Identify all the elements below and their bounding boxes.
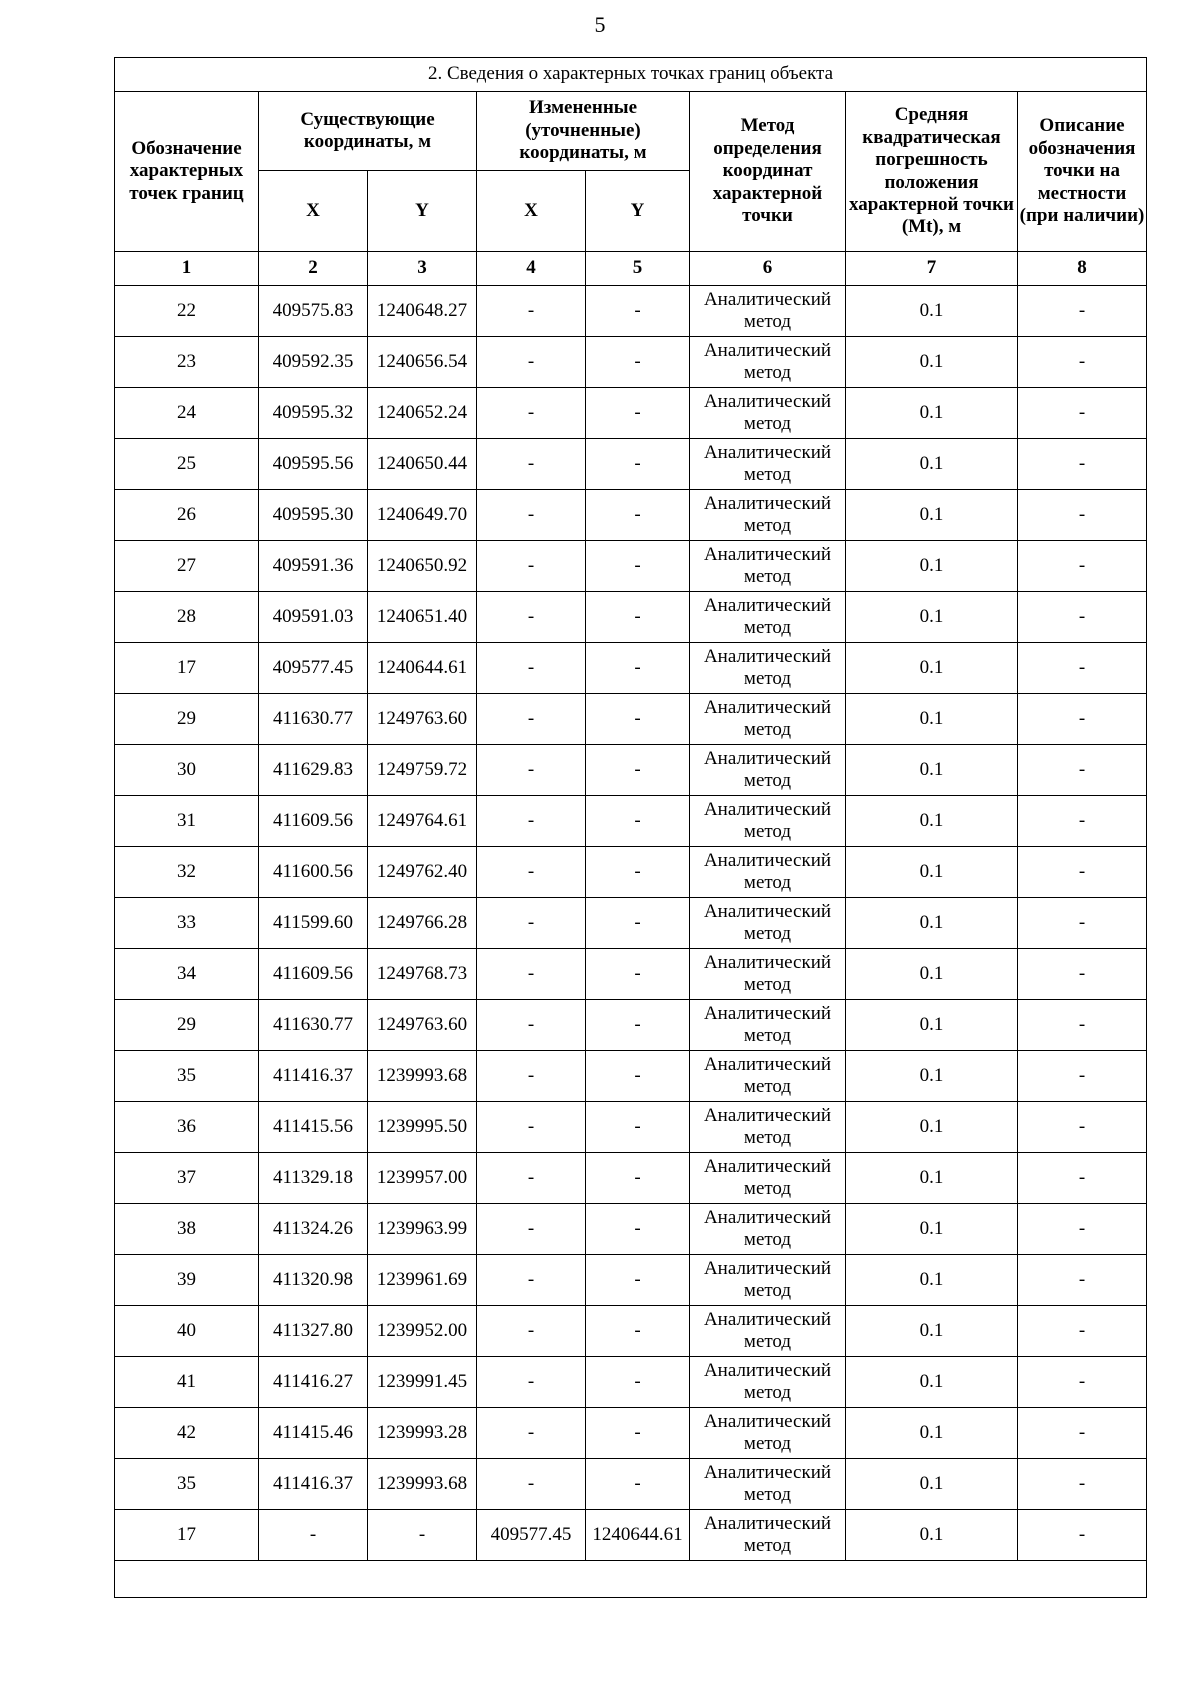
method-line-2: метод: [743, 362, 792, 383]
changed-y-cell: -: [586, 388, 690, 439]
mean-error-cell: 0.1: [846, 541, 1018, 592]
point-cell: 26: [115, 490, 259, 541]
description-cell: -: [1018, 1306, 1147, 1357]
mean-error-cell: 0.1: [846, 1255, 1018, 1306]
table-row: [115, 1357, 1147, 1408]
description-cell: -: [1018, 439, 1147, 490]
table-row: [115, 1000, 1147, 1051]
existing-x-cell: 409577.45: [259, 643, 368, 694]
changed-x-cell: -: [477, 592, 586, 643]
method-cell: [690, 1000, 846, 1051]
method-line-2: метод: [743, 1229, 792, 1250]
existing-x-cell: 411415.46: [259, 1408, 368, 1459]
existing-y-cell: 1249762.40: [368, 847, 477, 898]
mean-error-cell: 0.1: [846, 1510, 1018, 1561]
existing-x-cell: 409592.35: [259, 337, 368, 388]
header-changed-x: X: [477, 171, 586, 252]
table-row: [115, 949, 1147, 1000]
existing-x-cell: 411630.77: [259, 694, 368, 745]
method-line-1: Аналитический: [703, 696, 832, 718]
method-line-1: Аналитический: [703, 1359, 832, 1381]
column-number: 2: [259, 252, 368, 286]
existing-y-cell: 1240650.92: [368, 541, 477, 592]
table-row: [115, 592, 1147, 643]
method-line-1: Аналитический: [703, 390, 832, 412]
existing-y-cell: 1239991.45: [368, 1357, 477, 1408]
changed-y-cell: -: [586, 286, 690, 337]
table-row: [115, 490, 1147, 541]
mean-error-cell: 0.1: [846, 490, 1018, 541]
point-cell: 28: [115, 592, 259, 643]
description-cell: -: [1018, 898, 1147, 949]
method-cell: [690, 898, 846, 949]
changed-x-cell: -: [477, 847, 586, 898]
existing-x-cell: 411600.56: [259, 847, 368, 898]
method-line-1: Аналитический: [703, 645, 832, 667]
header-changed-coords: Измененные (уточненные) координаты, м: [477, 92, 690, 171]
point-cell: 17: [115, 643, 259, 694]
existing-x-cell: 411415.56: [259, 1102, 368, 1153]
changed-x-cell: -: [477, 796, 586, 847]
changed-x-cell: -: [477, 643, 586, 694]
description-cell: -: [1018, 388, 1147, 439]
method-line-2: метод: [743, 1178, 792, 1199]
existing-x-cell: 411320.98: [259, 1255, 368, 1306]
method-line-2: метод: [743, 464, 792, 485]
changed-x-cell: -: [477, 439, 586, 490]
method-cell: [690, 1051, 846, 1102]
point-cell: 40: [115, 1306, 259, 1357]
existing-y-cell: 1240652.24: [368, 388, 477, 439]
mean-error-cell: 0.1: [846, 337, 1018, 388]
existing-y-cell: 1239993.28: [368, 1408, 477, 1459]
existing-y-cell: 1249764.61: [368, 796, 477, 847]
mean-error-cell: 0.1: [846, 847, 1018, 898]
header-method: Метод определения координат характерной точки: [690, 92, 846, 252]
boundary-points-table: [114, 57, 1147, 1598]
existing-x-cell: 411416.37: [259, 1051, 368, 1102]
existing-y-cell: 1239993.68: [368, 1051, 477, 1102]
point-cell: 41: [115, 1357, 259, 1408]
table-row: [115, 286, 1147, 337]
method-line-2: метод: [743, 923, 792, 944]
existing-x-cell: 409575.83: [259, 286, 368, 337]
point-cell: 35: [115, 1459, 259, 1510]
changed-y-cell: -: [586, 490, 690, 541]
header-point-designation: Обозначение характерных точек границ: [115, 92, 259, 252]
method-line-1: Аналитический: [703, 1206, 832, 1228]
existing-x-cell: 411416.37: [259, 1459, 368, 1510]
method-line-1: Аналитический: [703, 1104, 832, 1126]
existing-y-cell: 1249763.60: [368, 1000, 477, 1051]
method-line-1: Аналитический: [703, 900, 832, 922]
table-row: [115, 796, 1147, 847]
changed-x-cell: -: [477, 388, 586, 439]
column-number: 5: [586, 252, 690, 286]
existing-y-cell: 1239995.50: [368, 1102, 477, 1153]
mean-error-cell: 0.1: [846, 643, 1018, 694]
changed-y-cell: -: [586, 592, 690, 643]
method-line-2: метод: [743, 719, 792, 740]
existing-y-cell: 1239963.99: [368, 1204, 477, 1255]
changed-x-cell: -: [477, 490, 586, 541]
existing-y-cell: 1239957.00: [368, 1153, 477, 1204]
changed-y-cell: -: [586, 1051, 690, 1102]
method-line-1: Аналитический: [703, 1410, 832, 1432]
existing-x-cell: 411329.18: [259, 1153, 368, 1204]
description-cell: -: [1018, 796, 1147, 847]
mean-error-cell: 0.1: [846, 1153, 1018, 1204]
method-cell: [690, 949, 846, 1000]
description-cell: -: [1018, 949, 1147, 1000]
changed-y-cell: -: [586, 1204, 690, 1255]
method-cell: [690, 388, 846, 439]
method-line-2: метод: [743, 566, 792, 587]
table-row: [115, 1153, 1147, 1204]
header-changed-y: Y: [586, 171, 690, 252]
mean-error-cell: 0.1: [846, 1306, 1018, 1357]
column-number: 1: [115, 252, 259, 286]
changed-x-cell: -: [477, 1255, 586, 1306]
existing-x-cell: 411630.77: [259, 1000, 368, 1051]
existing-y-cell: 1240651.40: [368, 592, 477, 643]
table-row: [115, 1306, 1147, 1357]
changed-y-cell: -: [586, 796, 690, 847]
description-cell: -: [1018, 1000, 1147, 1051]
method-cell: [690, 1255, 846, 1306]
method-line-2: метод: [743, 1076, 792, 1097]
changed-y-cell: -: [586, 1357, 690, 1408]
point-cell: 30: [115, 745, 259, 796]
method-cell: [690, 643, 846, 694]
existing-x-cell: 411599.60: [259, 898, 368, 949]
method-line-2: метод: [743, 1484, 792, 1505]
existing-x-cell: 411327.80: [259, 1306, 368, 1357]
method-line-1: Аналитический: [703, 543, 832, 565]
table-row: [115, 898, 1147, 949]
column-number: 4: [477, 252, 586, 286]
table-row: [115, 1051, 1147, 1102]
changed-x-cell: -: [477, 745, 586, 796]
existing-y-cell: 1239952.00: [368, 1306, 477, 1357]
mean-error-cell: 0.1: [846, 1357, 1018, 1408]
point-cell: 35: [115, 1051, 259, 1102]
method-cell: [690, 847, 846, 898]
existing-x-cell: 409595.30: [259, 490, 368, 541]
changed-y-cell: -: [586, 1000, 690, 1051]
description-cell: -: [1018, 643, 1147, 694]
method-line-1: Аналитический: [703, 1155, 832, 1177]
column-number: 6: [690, 252, 846, 286]
point-cell: 33: [115, 898, 259, 949]
mean-error-cell: 0.1: [846, 949, 1018, 1000]
method-cell: [690, 1510, 846, 1561]
changed-y-cell: -: [586, 949, 690, 1000]
method-cell: [690, 745, 846, 796]
point-cell: 39: [115, 1255, 259, 1306]
table-row: [115, 1459, 1147, 1510]
table-row: [115, 541, 1147, 592]
method-cell: [690, 1306, 846, 1357]
method-line-1: Аналитический: [703, 288, 832, 310]
description-cell: -: [1018, 1459, 1147, 1510]
method-line-1: Аналитический: [703, 1308, 832, 1330]
method-line-1: Аналитический: [703, 849, 832, 871]
method-cell: [690, 490, 846, 541]
page-number: 5: [594, 12, 606, 37]
description-cell: -: [1018, 745, 1147, 796]
mean-error-cell: 0.1: [846, 1204, 1018, 1255]
method-cell: [690, 796, 846, 847]
changed-y-cell: -: [586, 1408, 690, 1459]
point-cell: 25: [115, 439, 259, 490]
header-existing-coords: Существующие координаты, м: [259, 92, 477, 171]
existing-y-cell: 1240656.54: [368, 337, 477, 388]
mean-error-cell: 0.1: [846, 745, 1018, 796]
method-line-2: метод: [743, 1535, 792, 1556]
changed-y-cell: 1240644.61: [586, 1510, 690, 1561]
point-cell: 27: [115, 541, 259, 592]
mean-error-cell: 0.1: [846, 1459, 1018, 1510]
mean-error-cell: 0.1: [846, 1051, 1018, 1102]
table-row: [115, 694, 1147, 745]
existing-y-cell: 1249763.60: [368, 694, 477, 745]
description-cell: -: [1018, 1357, 1147, 1408]
existing-y-cell: 1249759.72: [368, 745, 477, 796]
changed-x-cell: -: [477, 1102, 586, 1153]
mean-error-cell: 0.1: [846, 388, 1018, 439]
mean-error-cell: 0.1: [846, 898, 1018, 949]
changed-y-cell: -: [586, 1459, 690, 1510]
table-row: [115, 1408, 1147, 1459]
existing-x-cell: -: [259, 1510, 368, 1561]
table-row: [115, 745, 1147, 796]
method-line-2: метод: [743, 1331, 792, 1352]
existing-y-cell: 1239961.69: [368, 1255, 477, 1306]
method-line-2: метод: [743, 413, 792, 434]
table-body: [115, 286, 1147, 1561]
table-row: [115, 1510, 1147, 1561]
header-existing-x: X: [259, 171, 368, 252]
column-number: 8: [1018, 252, 1147, 286]
method-line-2: метод: [743, 617, 792, 638]
description-cell: -: [1018, 1051, 1147, 1102]
point-cell: 24: [115, 388, 259, 439]
description-cell: -: [1018, 286, 1147, 337]
existing-x-cell: 409591.03: [259, 592, 368, 643]
changed-y-cell: -: [586, 847, 690, 898]
existing-y-cell: 1240649.70: [368, 490, 477, 541]
method-line-1: Аналитический: [703, 1053, 832, 1075]
changed-x-cell: -: [477, 1000, 586, 1051]
header-description: Описание обозначения точки на местности (при наличии): [1018, 92, 1147, 252]
empty-footer-row: [115, 1561, 1147, 1598]
changed-y-cell: -: [586, 643, 690, 694]
changed-y-cell: -: [586, 898, 690, 949]
table-row: [115, 439, 1147, 490]
table-row: [115, 337, 1147, 388]
description-cell: -: [1018, 1510, 1147, 1561]
mean-error-cell: 0.1: [846, 796, 1018, 847]
mean-error-cell: 0.1: [846, 1102, 1018, 1153]
changed-x-cell: -: [477, 1306, 586, 1357]
method-line-2: метод: [743, 872, 792, 893]
table-row: [115, 643, 1147, 694]
changed-x-cell: -: [477, 1357, 586, 1408]
description-cell: -: [1018, 1408, 1147, 1459]
mean-error-cell: 0.1: [846, 1408, 1018, 1459]
point-cell: 38: [115, 1204, 259, 1255]
changed-y-cell: -: [586, 337, 690, 388]
existing-x-cell: 409595.56: [259, 439, 368, 490]
changed-x-cell: -: [477, 898, 586, 949]
method-line-2: метод: [743, 311, 792, 332]
changed-y-cell: -: [586, 694, 690, 745]
column-number: 7: [846, 252, 1018, 286]
description-cell: -: [1018, 490, 1147, 541]
method-cell: [690, 541, 846, 592]
method-line-2: метод: [743, 1025, 792, 1046]
point-cell: 42: [115, 1408, 259, 1459]
method-line-1: Аналитический: [703, 594, 832, 616]
existing-x-cell: 409595.32: [259, 388, 368, 439]
method-cell: [690, 592, 846, 643]
table-row: [115, 1255, 1147, 1306]
changed-x-cell: -: [477, 541, 586, 592]
method-cell: [690, 286, 846, 337]
changed-y-cell: -: [586, 1255, 690, 1306]
header-existing-y: Y: [368, 171, 477, 252]
method-line-1: Аналитический: [703, 951, 832, 973]
table-row: [115, 1102, 1147, 1153]
point-cell: 23: [115, 337, 259, 388]
changed-y-cell: -: [586, 1102, 690, 1153]
method-cell: [690, 694, 846, 745]
mean-error-cell: 0.1: [846, 286, 1018, 337]
existing-y-cell: 1239993.68: [368, 1459, 477, 1510]
description-cell: -: [1018, 1255, 1147, 1306]
description-cell: -: [1018, 592, 1147, 643]
existing-y-cell: 1240648.27: [368, 286, 477, 337]
changed-x-cell: -: [477, 694, 586, 745]
description-cell: -: [1018, 1204, 1147, 1255]
method-line-2: метод: [743, 1127, 792, 1148]
method-line-2: метод: [743, 1280, 792, 1301]
table-row: [115, 388, 1147, 439]
method-cell: [690, 1408, 846, 1459]
method-cell: [690, 1357, 846, 1408]
description-cell: -: [1018, 1102, 1147, 1153]
point-cell: 17: [115, 1510, 259, 1561]
method-line-2: метод: [743, 770, 792, 791]
method-line-1: Аналитический: [703, 339, 832, 361]
mean-error-cell: 0.1: [846, 694, 1018, 745]
changed-y-cell: -: [586, 541, 690, 592]
method-cell: [690, 1204, 846, 1255]
existing-x-cell: 411416.27: [259, 1357, 368, 1408]
point-cell: 31: [115, 796, 259, 847]
existing-y-cell: 1249766.28: [368, 898, 477, 949]
method-line-1: Аналитический: [703, 747, 832, 769]
method-line-2: метод: [743, 515, 792, 536]
point-cell: 34: [115, 949, 259, 1000]
point-cell: 32: [115, 847, 259, 898]
description-cell: -: [1018, 694, 1147, 745]
changed-x-cell: -: [477, 286, 586, 337]
method-line-1: Аналитический: [703, 1461, 832, 1483]
method-line-2: метод: [743, 668, 792, 689]
existing-x-cell: 409591.36: [259, 541, 368, 592]
method-line-2: метод: [743, 1382, 792, 1403]
changed-y-cell: -: [586, 745, 690, 796]
method-line-1: Аналитический: [703, 1002, 832, 1024]
method-line-1: Аналитический: [703, 441, 832, 463]
table-row: [115, 1204, 1147, 1255]
changed-x-cell: -: [477, 1051, 586, 1102]
existing-x-cell: 411609.56: [259, 949, 368, 1000]
section-title: 2. Сведения о характерных точках границ объекта: [115, 58, 1147, 92]
method-cell: [690, 1102, 846, 1153]
changed-x-cell: 409577.45: [477, 1510, 586, 1561]
point-cell: 29: [115, 694, 259, 745]
existing-y-cell: 1249768.73: [368, 949, 477, 1000]
changed-x-cell: -: [477, 949, 586, 1000]
existing-x-cell: 411324.26: [259, 1204, 368, 1255]
changed-x-cell: -: [477, 1408, 586, 1459]
mean-error-cell: 0.1: [846, 439, 1018, 490]
changed-x-cell: -: [477, 1153, 586, 1204]
point-cell: 29: [115, 1000, 259, 1051]
changed-x-cell: -: [477, 1459, 586, 1510]
existing-y-cell: 1240650.44: [368, 439, 477, 490]
point-cell: 37: [115, 1153, 259, 1204]
description-cell: -: [1018, 1153, 1147, 1204]
existing-x-cell: 411629.83: [259, 745, 368, 796]
mean-error-cell: 0.1: [846, 592, 1018, 643]
method-cell: [690, 337, 846, 388]
method-line-2: метод: [743, 1433, 792, 1454]
point-cell: 22: [115, 286, 259, 337]
method-line-1: Аналитический: [703, 1512, 832, 1534]
method-line-1: Аналитический: [703, 1257, 832, 1279]
method-line-1: Аналитический: [703, 492, 832, 514]
table-row: [115, 847, 1147, 898]
header-mean-error: Средняя квадратическая погрешность положения характерной точки (Mt), м: [846, 92, 1018, 252]
method-cell: [690, 439, 846, 490]
description-cell: -: [1018, 337, 1147, 388]
changed-y-cell: -: [586, 1153, 690, 1204]
changed-x-cell: -: [477, 337, 586, 388]
changed-y-cell: -: [586, 1306, 690, 1357]
method-line-2: метод: [743, 974, 792, 995]
mean-error-cell: 0.1: [846, 1000, 1018, 1051]
method-line-2: метод: [743, 821, 792, 842]
method-cell: [690, 1153, 846, 1204]
existing-y-cell: 1240644.61: [368, 643, 477, 694]
changed-y-cell: -: [586, 439, 690, 490]
description-cell: -: [1018, 541, 1147, 592]
method-cell: [690, 1459, 846, 1510]
existing-x-cell: 411609.56: [259, 796, 368, 847]
changed-x-cell: -: [477, 1204, 586, 1255]
column-number: 3: [368, 252, 477, 286]
point-cell: 36: [115, 1102, 259, 1153]
description-cell: -: [1018, 847, 1147, 898]
method-line-1: Аналитический: [703, 798, 832, 820]
existing-y-cell: -: [368, 1510, 477, 1561]
